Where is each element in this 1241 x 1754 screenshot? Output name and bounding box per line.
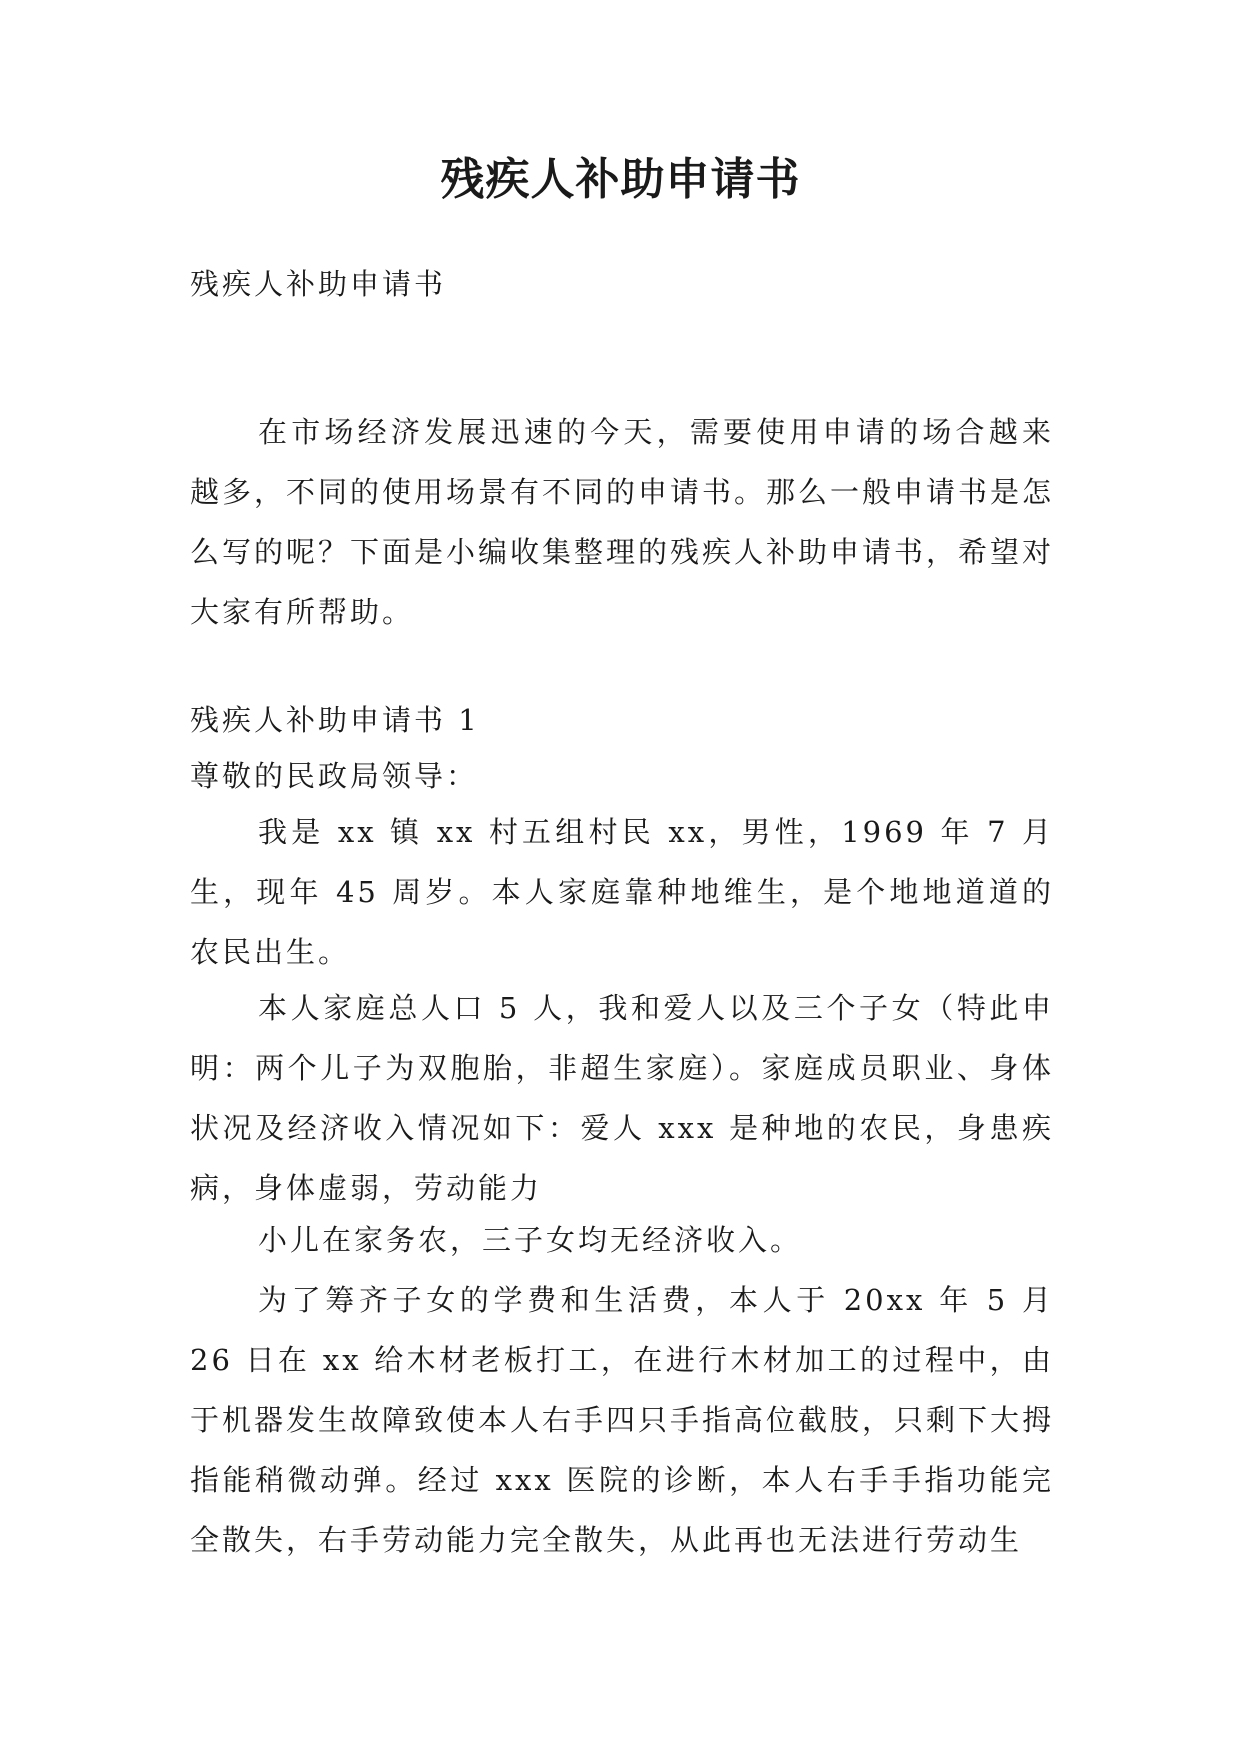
intro-paragraph: 在市场经济发展迅速的今天，需要使用申请的场合越来越多，不同的使用场景有不同的申请书。那么一般申请书是怎么写的呢？下面是小编收集整理的残疾人补助申请书，希望对大家有所帮助。 xyxy=(190,415,1055,629)
salutation: 尊敬的民政局领导： xyxy=(190,759,479,793)
body-paragraph-1: 我是 xx 镇 xx 村五组村民 xx，男性，1969 年 7 月生，现年 45 周岁。本人家庭靠种地维生，是个地地道道的农民出生。 xyxy=(190,815,1054,969)
document-title: 残疾人补助申请书 xyxy=(440,154,801,205)
section-title: 残疾人补助申请书 1 xyxy=(190,703,480,737)
body-paragraph-4: 为了筹齐子女的学费和生活费，本人于 20xx 年 5 月 26 日在 xx 给木材老板打工，在进行木材加工的过程中，由于机器发生故障致使本人右手四只手指高位截肢，只剩下大拇指能稍微动弹。经过 xxx 医院的诊断，本人右手手指功能完全散失，右手劳动能力完全散失，从此再也无法进行劳动生 xyxy=(190,1283,1055,1557)
body-paragraph-2: 本人家庭总人口 5 人，我和爱人以及三个子女（特此申明：两个儿子为双胞胎，非超生家庭）。家庭成员职业、身体状况及经济收入情况如下：爱人 xxx 是种地的农民，身患疾病，身体虚弱，劳动能力 xyxy=(190,991,1054,1205)
document-subtitle: 残疾人补助申请书 xyxy=(190,267,447,301)
body-paragraph-3: 小儿在家务农，三子女均无经济收入。 xyxy=(258,1223,803,1257)
